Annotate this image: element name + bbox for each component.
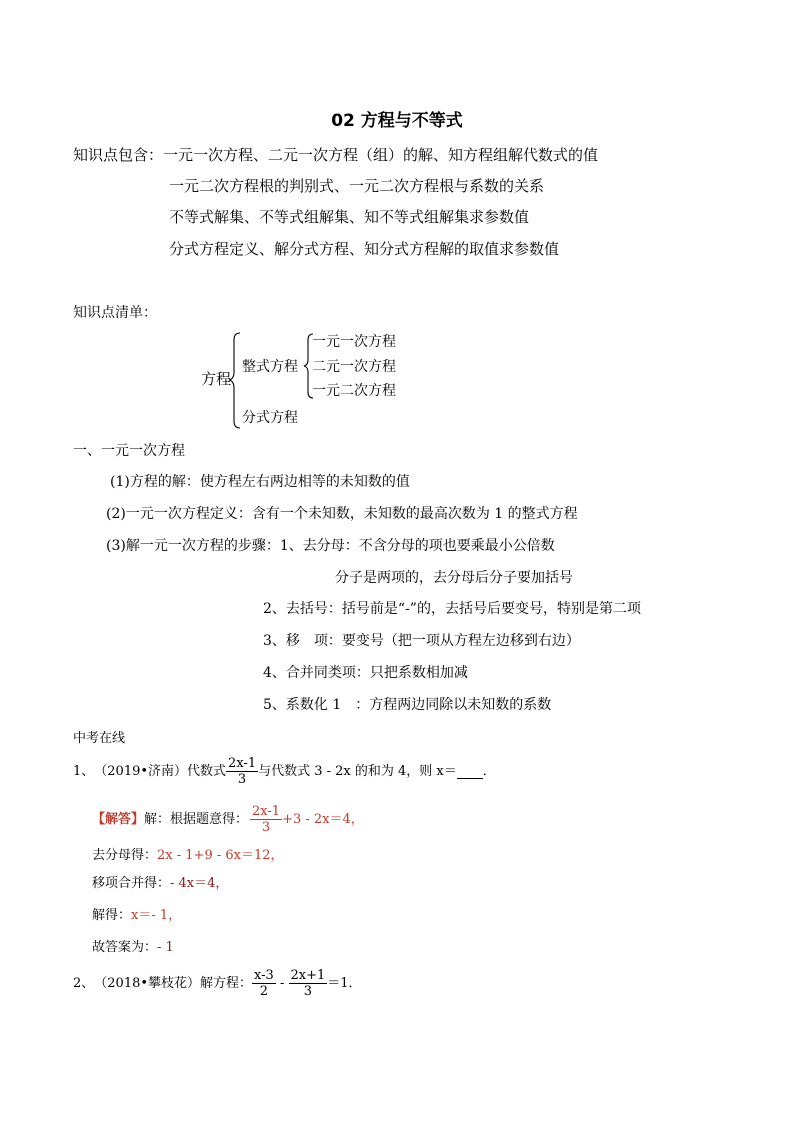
fraction-numerator: 2x+1: [290, 968, 326, 983]
step-expression: - 4x＝4，: [170, 876, 229, 891]
answer-equation: +3 - 2x＝4，: [282, 811, 364, 827]
knowledge-item: 一元二次方程根的判别式、一元二次方程根与系数的关系: [169, 177, 545, 195]
fraction-denominator: 2: [259, 984, 269, 999]
answer-lead: 解：根据题意得：: [144, 811, 249, 827]
answer-line: [92, 804, 364, 835]
solution-step: [92, 906, 181, 926]
step-expression: x＝- 1，: [131, 908, 182, 923]
knowledge-item: 一元一次方程、二元一次方程（组）的解、知方程组解代数式的值: [163, 146, 599, 164]
fraction-denominator: 3: [303, 984, 313, 999]
fraction: [250, 804, 282, 835]
question-text: 与代数式 3 - 2x 的和为 4，则 x＝: [258, 763, 457, 779]
step-expression: - 1: [157, 940, 174, 955]
tree-root: 方程: [201, 370, 232, 388]
page-title: 02 方程与不等式: [331, 111, 463, 131]
exam-heading: 中考在线: [73, 731, 126, 746]
solution-step: [92, 846, 284, 866]
fraction-numerator: x-3: [254, 968, 274, 983]
knowledge-label: 知识点包含：: [73, 146, 164, 164]
minus-sign: -: [275, 975, 289, 991]
knowledge-item: 不等式解集、不等式组解集、知不等式组解集求参数值: [169, 208, 530, 226]
section-heading: 一、一元一次方程: [73, 443, 185, 459]
step-item: 5、系数化 1 ：方程两边同除以未知数的系数: [263, 697, 552, 713]
tree-leaf: 一元一次方程: [312, 334, 396, 350]
step-item: 3、移 项：要变号（把一项从方程左边移到右边）: [263, 633, 580, 649]
step-label: 移项合并得：: [92, 876, 171, 891]
fraction-numerator: 2x-1: [228, 756, 257, 771]
tree-branch-integral: 整式方程: [242, 359, 298, 375]
tree-leaf: 一元二次方程: [312, 383, 396, 399]
step-expression: 2x - 1+9 - 6x＝12，: [157, 848, 284, 863]
knowledge-line-1: [73, 145, 598, 165]
equation-rhs: ＝1．: [327, 975, 362, 991]
step-item: 2、去括号：括号前是“-”的，去括号后要变号，特别是第二项: [263, 601, 641, 617]
solution-step: [92, 938, 174, 958]
fraction-denominator: 3: [237, 772, 247, 787]
question-number: 2、: [73, 975, 95, 991]
knowledge-item: 分式方程定义、解分式方程、知分式方程解的取值求参数值: [169, 240, 560, 258]
fraction-numerator: 2x-1: [252, 804, 281, 819]
fraction: [226, 756, 258, 787]
section-paragraph: 分子是两项的，去分母后分子要加括号: [335, 570, 573, 586]
answer-tag: 【解答】: [92, 811, 145, 827]
question-number: 1、: [73, 763, 95, 779]
question-1: [73, 756, 496, 787]
step-label: 去分母得：: [92, 848, 158, 863]
question-end: ．: [482, 763, 496, 779]
answer-blank: [457, 764, 483, 779]
step-label: 解得：: [92, 908, 132, 923]
fraction: [252, 968, 276, 999]
brace-outer: [228, 332, 242, 430]
solution-step: [92, 874, 228, 894]
section-paragraph: (3)解一元一次方程的步骤：1、去分母：不含分母的项也要乘最小公倍数: [106, 538, 555, 554]
checklist-label: 知识点清单：: [73, 305, 157, 321]
question-source: （2018•攀枝花）解方程：: [94, 975, 253, 991]
fraction-denominator: 3: [261, 820, 271, 835]
tree-branch-fraction: 分式方程: [242, 410, 298, 426]
section-paragraph: (1)方程的解：使方程左右两边相等的未知数的值: [110, 474, 410, 490]
step-label: 故答案为：: [92, 940, 158, 955]
section-paragraph: (2)一元一次方程定义：含有一个未知数，未知数的最高次数为 1 的整式方程: [106, 506, 578, 522]
question-source: （2019•济南）代数式: [94, 763, 227, 779]
step-item: 4、合并同类项：只把系数相加减: [263, 665, 468, 681]
fraction: [289, 968, 328, 999]
tree-leaf: 二元一次方程: [312, 359, 396, 375]
question-2: [73, 968, 362, 999]
